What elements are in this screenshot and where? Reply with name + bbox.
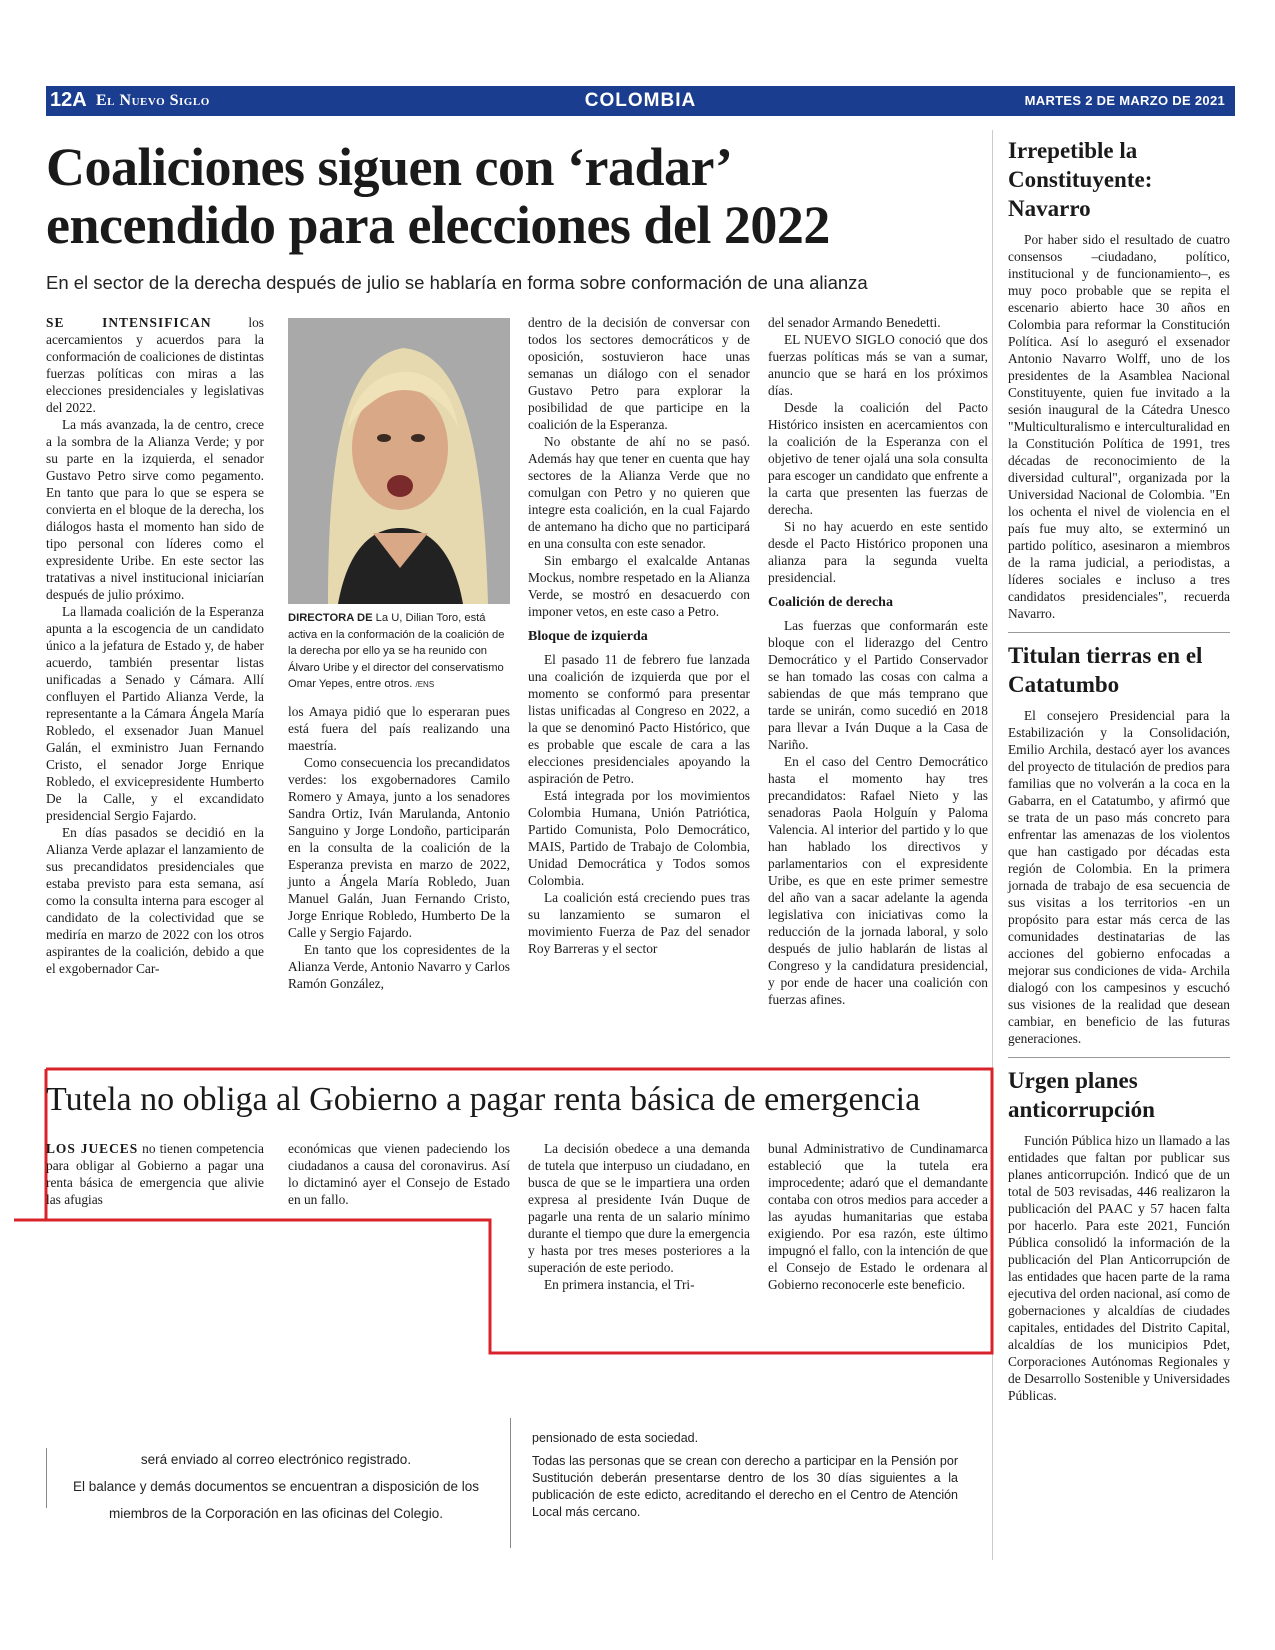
ad-left [56, 1446, 496, 1527]
ad-right-line-1: pensionado de esta sociedad. [532, 1431, 699, 1445]
sidebar-title-anticorrupcion: Urgen planes anticorrupción [1008, 1068, 1155, 1122]
ad-right-line-2: Todas las personas que se crean con derecho a participar en la Pensión por Sustitución deberán presentarse dentro de los 30 días siguientes a la publicación de este edicto, acreditando el derecho en el Centro de Atención Local más cercano. [532, 1454, 958, 1519]
paragraph: La coalición está creciendo pues tras su lanzamiento se sumaron el movimiento Fuerza de Paz del senador Roy Barreras y el sector [528, 890, 750, 956]
paragraph: Como consecuencia los precandidatos verdes: los exgobernadores Camilo Romero y Amaya, junto a los senadores Sandra Ortiz, Iván Marulanda, Antonio Sanguino y Jorge Londoño, participarán en la consulta de la coalición de la Esperanza prevista en marzo de 2022, junto a Ángela María Robledo, Juan Manuel Galán, Juan Fernando Cristo, Jorge Enrique Robledo, Humberto De la Calle y Sergio Fajardo. [288, 755, 510, 940]
tutela-headline: Tutela no obliga al Gobierno a pagar renta básica de emergencia [46, 1081, 921, 1118]
paragraph: Las fuerzas que conformarán este bloque con el liderazgo del Centro Democrático y el Partido Conservador se han tomado las cosas con calma a sabiendas de que más temprano que tarde se unirán, como sucedió en 2018 para llevar a Iván Duque a la Casa de Nariño. [768, 618, 988, 752]
sidebar-body-constituyente: Por haber sido el resultado de cuatro consensos –ciudadano, político, institucional y de funcionamiento–, es muy poco probable que se repita el escenario abierto hace 30 años en Colombia para reformar la Constitución Política. Así lo aseguró el exsenador Antonio Navarro Wolff, uno de los presidentes de la Asamblea Nacional Constituyente, quien fue invitado a la sesión inaugural de la Cátedra Unesco "Multiculturalismo e interculturalidad en la Constitución Política de 1991, tres décadas de reconocimiento de la diversidad cultural", organizada por la Universidad Nacional de Colombia. "En los ochenta el nivel de violencia en el país fue muy alto, se exterminó un partido político, asesinaron a miembros de la rama judicial, a periodistas, a líderes sociales e incluso a tres candidatos presidenciales", recuerda Navarro. [1008, 232, 1230, 621]
tutela-column-3: La decisión obedece a una demanda de tutela que interpuso un ciudadano, en busca de que se le impartiera una orden expresa al presidente Iván Duque de pagarle una renta de un salario mínimo durante el tiempo que dure la emergencia y hasta por tres meses posteriores a la superación de este periodo. En primera instancia, el Tri- [528, 1141, 750, 1292]
article-column-1 [46, 314, 264, 977]
ad-border-left [46, 1448, 47, 1508]
sidebar-body-catatumbo: El consejero Presidencial para la Estabilización y la Consolidación, Emilio Archila, destacó ayer los avances del proyecto de titulación de predios para familias que no volverán a la coca en la Gabarra, en el Catatumbo, y afirmó que se trata de un paso más concreto para enfrentar las amenazas de los violentos que han castigado por décadas esta región de Colombia. En la primera jornada de trabajo de esa secuencia de sus visitas a los territorios -en un propósito para estar más cerca de las comunidades destinatarias de las acciones del gobierno enfocadas a mejorar sus condiciones de vida- Archila dialogó con los campesinos y escuchó sus visiones de la realidad que desean cambiar, en beneficio de las futuras generaciones. [1008, 708, 1230, 1046]
headline-line-2: encendido para elecciones del 2022 [46, 195, 830, 255]
tutela-column-2: económicas que vienen padeciendo los ciudadanos a causa del coronavirus. Así lo dictaminó ayer el Consejo de Estado en un fallo. [288, 1141, 510, 1207]
paragraph: La llamada coalición de la Esperanza apunta a la escogencia de un candidato único a la jefatura de Estado y, de haber acuerdo, también presentar listas unificadas a Senado y Cámara. Allí confluyen el Partido Alianza Verde, la representante a la Cámara Ángela María Robledo, el exsenador Juan Manuel Galán, el exministro Juan Fernando Cristo, el senador Jorge Enrique Robledo, el exvicepresidente Humberto De la Calle, y el excandidato presidencial Sergio Fajardo. [46, 604, 264, 823]
paragraph: dentro de la decisión de conversar con todos los sectores democráticos y de oposición, sostuvieron hace unas semanas un diálogo con el senador Gustavo Petro para explorar la posibilidad de que participe en la coalición de la Esperanza. [528, 315, 750, 432]
paragraph: No obstante de ahí no se pasó. Además hay que tener en cuenta que hay sectores de la Alianza Verde que no comulgan con Petro y no quieren que integre esta coalición, en la cual Fajardo de antemano ha dicho que no participará en una consulta con este senador. [528, 434, 750, 551]
lead-words: SE INTENSIFICAN [46, 315, 212, 330]
paragraph: La más avanzada, la de centro, crece a la sombra de la Alianza Verde; y por su parte en la izquierda, el senador Gustavo Petro sirve como pegamento. En tanto que para lo que se espera se convierta en el bloque de la derecha, los diálogos hasta el momento han sido de tipo personal con líderes como el expresidente Uribe. En este sector las tratativas a nivel institucional iniciarían después de julio próximo. [46, 417, 264, 602]
paragraph: del senador Armando Benedetti. [768, 315, 941, 330]
paragraph: los Amaya pidió que lo esperaran pues está fuera del país realizando una maestría. [288, 704, 510, 753]
ad-border-middle [510, 1418, 511, 1548]
newspaper-name: El Nuevo Siglo [96, 92, 210, 109]
sidebar-title-catatumbo: Titulan tierras en el Catatumbo [1008, 643, 1203, 697]
article-photo [288, 318, 510, 604]
tutela-column-1: LOS JUECES no tienen competencia para obligar al Gobierno a pagar una renta básica de emergencia que alivie las afugias [46, 1141, 264, 1207]
ad-right [532, 1430, 958, 1521]
masthead-bar [46, 86, 1235, 116]
portrait-photo-icon [288, 318, 510, 604]
paragraph: En tanto que los copresidentes de la Alianza Verde, Antonio Navarro y Carlos Ramón González, [288, 942, 510, 991]
article-column-3 [528, 314, 750, 957]
sidebar [1008, 136, 1230, 1404]
paragraph: El pasado 11 de febrero fue lanzada una coalición de izquierda que por el momento se conformó para presentar listas unificadas al Congreso en 2022, a la que se denominó Pacto Histórico, que es probable que escale de cara a las elecciones presidenciales apoyando la aspiración de Petro. [528, 652, 750, 786]
lead-paragraph: SE INTENSIFICAN los acercamientos y acuerdos para la conformación de coaliciones de distintas fuerzas políticas con miras a las elecciones presidenciales y legislativas del 2022. [46, 315, 264, 415]
headline-line-1: Coaliciones siguen con ‘radar’ [46, 137, 733, 197]
section-name: COLOMBIA [584, 90, 697, 111]
caption-lead: DIRECTORA DE [288, 612, 373, 624]
paragraph: En el caso del Centro Democrático hasta el momento hay tres precandidatos: Rafael Nieto y las senadoras Paola Holguín y Paloma Valencia. Al interior del partido y lo que han hablado los directivos y parlamentarios con el expresidente Uribe, es que en este primer semestre del año van a sacar adelante la agenda legislativa con iniciativas como la reducción de la jornada laboral, y solo después de julio hablarán de listas al Congreso y la candidatura presidencial, y por ende de hacer una coalición con fuerzas afines. [768, 754, 988, 1007]
sidebar-separator [1008, 632, 1230, 633]
page-number: 12A [50, 89, 87, 111]
paragraph: Desde la coalición del Pacto Histórico insisten en acercamientos con la coalición de la Esperanza con el objetivo de tener ojalá una sola consulta para escoger un candidato que enfrente a la carta que presenten las fuerzas de derecha. [768, 400, 988, 517]
sidebar-title-constituyente: Irrepetible la Constituyente: Navarro [1008, 138, 1153, 221]
paragraph: Sin embargo el exalcalde Antanas Mockus, nombre respetado en la Alianza Verde, se mostró en desacuerdo con imponer vetos, en este caso a Petro. [528, 553, 750, 619]
tutela-lead-words: LOS JUECES [46, 1141, 139, 1156]
sidebar-body-anticorrupcion: Función Pública hizo un llamado a las entidades que faltan por publicar sus planes anticorrupción. Indicó que de un total de 503 revisadas, 446 realizaron la publicación del PAAC y 57 hacen falta por hacerlo. Para este 2021, Función Pública consolidó la información de la publicación del Plan Anticorrupción de las entidades que hacen parte de la rama ejecutiva del orden nacional, así como de gobernaciones y alcaldías de ciudades capitales, entidades del Distrito Capital, alcaldías de los municipios Pdet, Corporaciones Autónomas Regionales y de Desarrollo Sostenible y Universidades Públicas. [1008, 1133, 1230, 1403]
tutela-column-4: bunal Administrativo de Cundinamarca estableció que la tutela era improcedente; adaró que el demandante contaba con otros medios para acceder a las ayudas humanitarias que estaba exigiendo. Por esa razón, este último impugnó el fallo, con la intención de que el Consejo de Estado le ordenara al Gobierno reconocerle este beneficio. [768, 1141, 988, 1292]
photo-credit: /ENS [415, 680, 435, 689]
ad-left-line-2: El balance y demás documentos se encuentran a disposición de los miembros de la Corporación en las oficinas del Colegio. [73, 1479, 479, 1521]
edition-date: MARTES 2 DE MARZO DE 2021 [1024, 93, 1225, 108]
article-column-2 [288, 703, 510, 992]
headline-deck: En el sector de la derecha después de julio se hablaría en forma sobre conformación de una alianza [46, 272, 868, 293]
subhead-izquierda: Bloque de izquierda [528, 629, 648, 644]
sidebar-separator [1008, 1057, 1230, 1058]
subhead-derecha: Coalición de derecha [768, 595, 893, 610]
paragraph: Si no hay acuerdo en este sentido desde el Pacto Histórico proponen una alianza para la segunda vuelta presidencial. [768, 519, 988, 585]
photo-caption [288, 610, 510, 694]
caption-text: La U, Dilian Toro, está activa en la conformación de la coalición de la derecha por ello ya se ha reunido con Álvaro Uribe y el director del conservatismo Omar Yepes, entre otros. [288, 612, 505, 690]
ad-left-line-1: será enviado al correo electrónico registrado. [140, 1452, 412, 1467]
article-column-4 [768, 314, 988, 1008]
paragraph: Está integrada por los movimientos Colombia Humana, Unión Patriótica, Partido Comunista, Polo Democrático, MAIS, Partido de Trabajo de Colombia, Unidad Democrática y Todos somos Colombia. [528, 788, 750, 888]
paragraph: En días pasados se decidió en la Alianza Verde aplazar el lanzamiento de sus precandidatos presidenciales que estaba previsto para esta semana, así como la consulta interna para escoger al candidato de la colectividad que se mediría en marzo de 2022 con los otros aspirantes de la coalición, debido a que el exgobernador Car- [46, 825, 264, 976]
main-headline [46, 138, 946, 254]
paragraph: EL NUEVO SIGLO conoció que dos fuerzas políticas más se van a sumar, anuncio que se hará en los próximos días. [768, 332, 988, 398]
